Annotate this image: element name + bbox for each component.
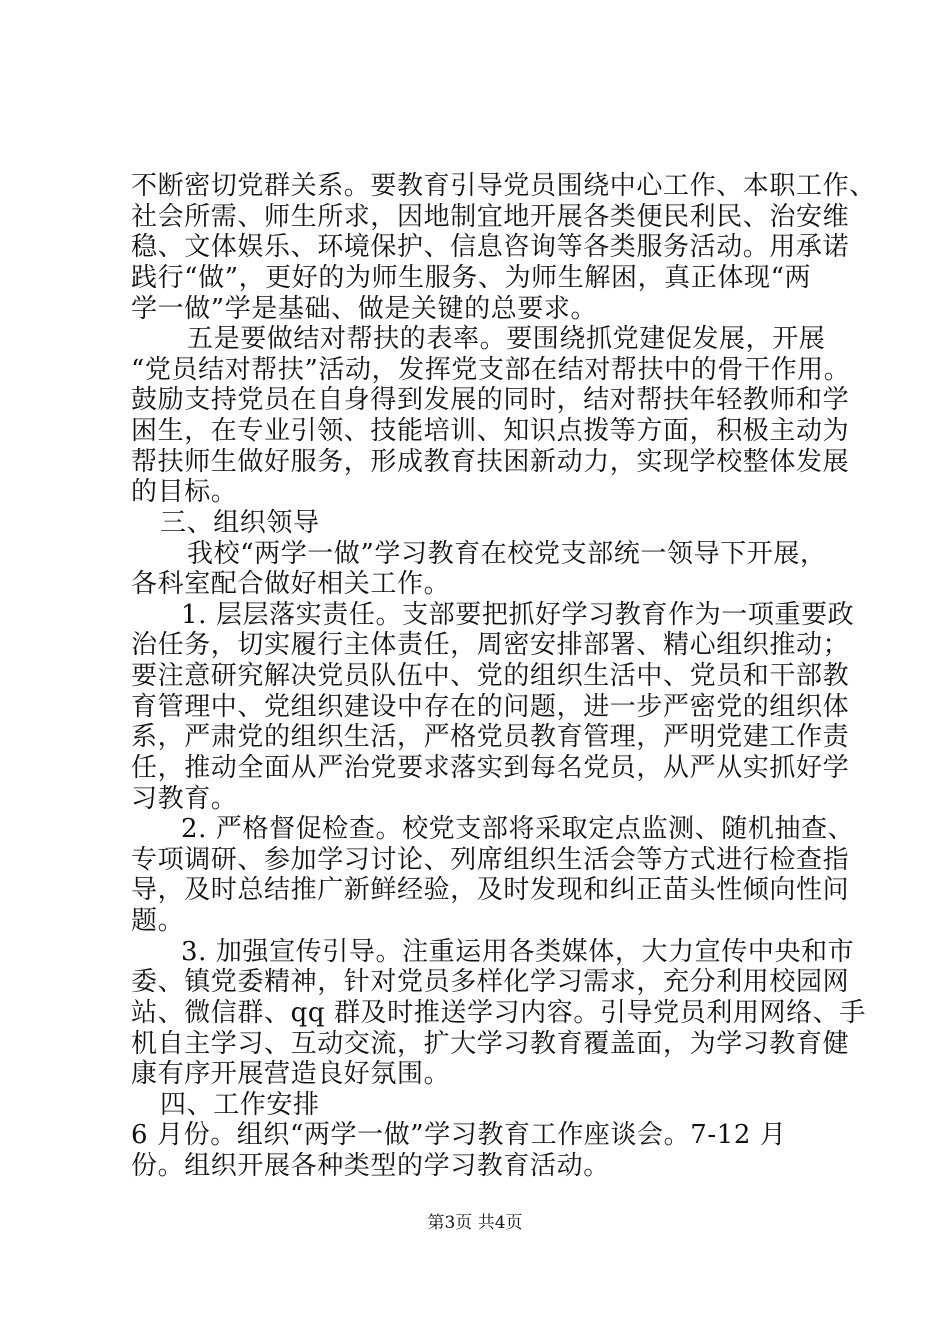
text-line: 践行“做”，更好的为师生服务、为师生解困，真正体现“两 [131, 263, 812, 293]
text-line: 学一做”学是基础、做是关键的总要求。 [131, 294, 598, 324]
text-line: 导，及时总结推广新鲜经验，及时发现和纠正苗头性倾向性问 [131, 875, 850, 905]
text-line: 育管理中、党组织建设中存在的问题，进一步严密党的组织体 [131, 692, 850, 722]
text-line: 要注意研究解决党员队伍中、党的组织生活中、党员和干部教 [131, 661, 850, 691]
text-line: 帮扶师生做好服务，形成教育扶困新动力，实现学校整体发展 [131, 447, 850, 477]
text-line: 康有序开展营造良好氛围。 [131, 1059, 451, 1089]
text-line: 1. 层层落实责任。支部要把抓好学习教育作为一项重要政 [181, 600, 855, 630]
text-line: 各科室配合做好相关工作。 [131, 569, 451, 599]
text-line: 站、微信群、qq 群及时推送学习内容。引导党员利用网络、手 [131, 998, 866, 1028]
text-line: 稳、文体娱乐、环境保护、信息咨询等各类服务活动。用承诺 [131, 232, 850, 262]
text-line: 社会所需、师生所求，因地制宜地开展各类便民利民、治安维 [131, 202, 850, 232]
text-line: 2. 严格督促检查。校党支部将采取定点监测、随机抽查、 [181, 814, 855, 844]
text-line: 鼓励支持党员在自身得到发展的同时，结对帮扶年轻教师和学 [131, 385, 850, 415]
text-line: 不断密切党群关系。要教育引导党员围绕中心工作、本职工作、 [131, 171, 876, 201]
text-line: 我校“两学一做”学习教育在校党支部统一领导下开展， [187, 539, 827, 569]
text-line: 份。组织开展各种类型的学习教育活动。 [131, 1151, 610, 1181]
text-line: 困生，在专业引领、技能培训、知识点拨等方面，积极主动为 [131, 416, 850, 446]
text-line: 6 月份。组织“两学一做”学习教育工作座谈会。7-12 月 [131, 1120, 787, 1150]
text-line: 习教育。 [131, 784, 238, 814]
text-line: 四、工作安排 [160, 1090, 320, 1120]
text-line: 的目标。 [131, 477, 238, 507]
text-line: 3. 加强宣传引导。注重运用各类媒体，大力宣传中央和市 [181, 937, 855, 967]
page-footer: 第3页 共4页 [427, 1213, 523, 1233]
text-line: 任，推动全面从严治党要求落实到每名党员，从严从实抓好学 [131, 753, 850, 783]
text-line: 委、镇党委精神，针对党员多样化学习需求，充分利用校园网 [131, 967, 850, 997]
text-line: 机自主学习、互动交流，扩大学习教育覆盖面，为学习教育健 [131, 1029, 850, 1059]
text-line: 系，严肃党的组织生活，严格党员教育管理，严明党建工作责 [131, 722, 850, 752]
text-line: 专项调研、参加学习讨论、列席组织生活会等方式进行检查指 [131, 845, 850, 875]
text-line: 题。 [131, 906, 185, 936]
text-line: 五是要做结对帮扶的表率。要围绕抓党建促发展，开展 [187, 324, 826, 354]
text-line: 治任务，切实履行主体责任，周密安排部署、精心组织推动； [131, 630, 850, 660]
text-line: “党员结对帮扶”活动，发挥党支部在结对帮扶中的骨干作用。 [131, 355, 851, 385]
text-line: 三、组织领导 [160, 508, 320, 538]
